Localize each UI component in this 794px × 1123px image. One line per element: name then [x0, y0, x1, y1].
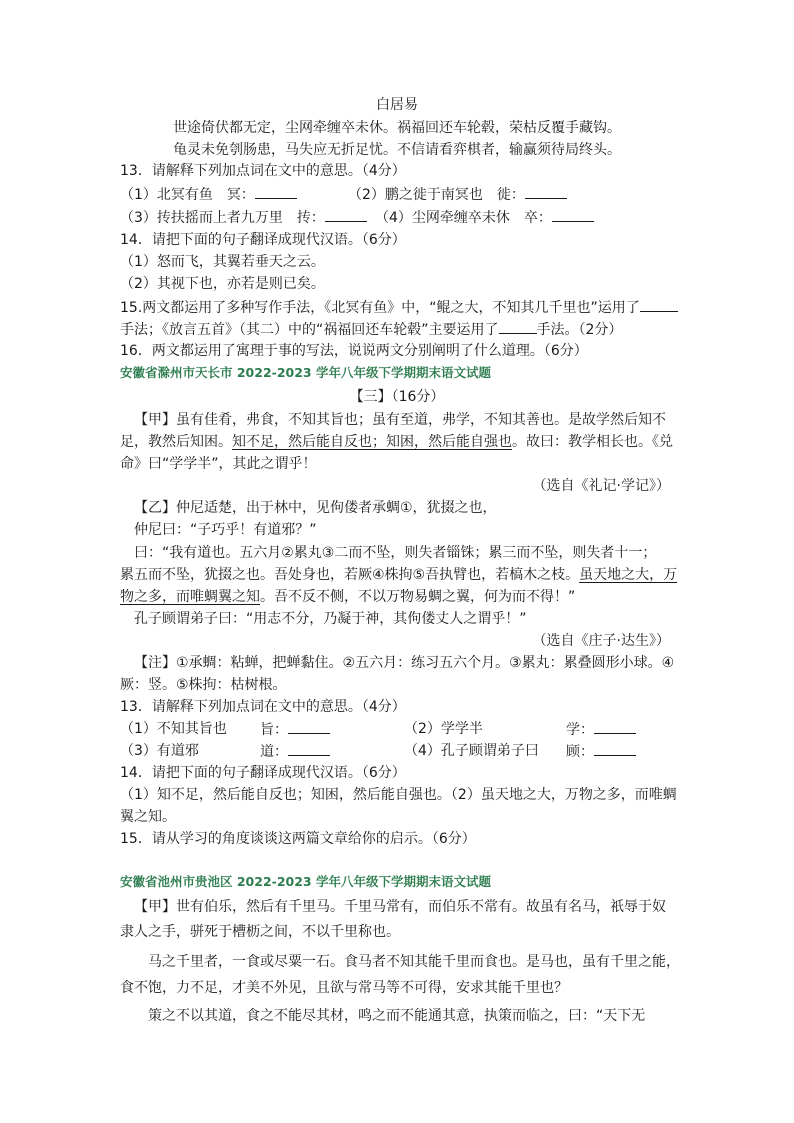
question-item: （4）孔子顾谓弟子曰 [404, 743, 539, 759]
passage-source: （选自《礼记·学记》） [532, 478, 670, 494]
answer-blank[interactable] [288, 741, 330, 756]
answer-blank[interactable] [640, 297, 678, 312]
passage-line: 策之不以其道，食之不能尽其材，鸣之而不能通其意，执策而临之，曰：“天下无 [148, 1008, 646, 1024]
answer-blank[interactable] [288, 719, 330, 734]
question-13: 13．请解释下列加点词在文中的意思。（4分） [120, 699, 406, 715]
question-row [260, 741, 330, 762]
question-item: （3）抟扶摇而上者九万里 抟： [120, 210, 325, 226]
question-item: （1）知不足，然后能自反也；知困，然后能自强也。（2）虽天地之大，万物之多，而唯蜩 [120, 787, 677, 803]
question-key: 道： [260, 744, 288, 760]
passage-text: 。故曰：教学相长也。《兑 [512, 434, 673, 450]
passage-line: 马之千里者，一食或尽粟一石。食马者不知其能千里而食也。是马也，虽有千里之能， [148, 954, 680, 970]
question-row [375, 207, 594, 228]
question-row [348, 184, 567, 205]
question-item: （2）其视下也，亦若是则已矣。 [120, 276, 325, 292]
question-key: 学： [566, 722, 594, 738]
question-item: （1）不知其旨也 [120, 721, 227, 737]
question-15: 15．请从学习的角度谈谈这两篇文章给你的启示。（6分） [120, 831, 476, 847]
question-row [120, 207, 367, 228]
question-15 [120, 297, 678, 318]
question-row [566, 719, 636, 740]
passage-line [120, 432, 673, 452]
question-item: 翼之知。 [120, 809, 176, 825]
question-item: （4）尘网牵缠卒未休 卒： [375, 210, 552, 226]
question-item: （1）怒而飞，其翼若垂天之云。 [120, 254, 325, 270]
poem-line: 龟灵未免刳肠患，马失应无折足忧。不信请看弈棋者，输赢须待局终头。 [173, 142, 621, 158]
question-text: 手法；《放言五首》（其二）中的“祸福回还车轮毂”主要运用了 [120, 322, 499, 338]
question-item: （1）北冥有鱼 冥： [120, 187, 255, 203]
underlined-sentence: 知不足，然后能自反也；知困，然后能自强也 [232, 434, 512, 450]
underlined-sentence: 物之多，而唯蜩翼之知 [120, 589, 260, 605]
question-16: 16．两文都运用了寓理于事的写法，说说两文分别阐明了什么道理。（6分） [120, 343, 588, 359]
poem-line: 世途倚伏都无定，尘网牵缠卒未休。祸福回还车轮毂，荣枯反覆手藏钩。 [173, 120, 621, 136]
passage-line: 【乙】仲尼适楚，出于林中，见佝偻者承蜩①，犹掇之也， [134, 500, 497, 516]
question-14: 14．请把下面的句子翻译成现代汉语。（6分） [120, 765, 406, 781]
section-heading: 【三】（16分） [349, 389, 445, 405]
question-key: 旨： [260, 722, 288, 738]
question-15-cont [120, 319, 622, 340]
answer-blank[interactable] [552, 207, 594, 222]
question-text: 手法。（2分） [536, 322, 623, 338]
question-item: （3）有道邪 [120, 743, 199, 759]
passage-line: 【甲】虽有佳肴，弗食，不知其旨也；虽有至道，弗学，不知其善也。是故学然后知不 [134, 412, 666, 428]
question-item: （2）学学半 [404, 721, 483, 737]
passage-line [120, 587, 575, 607]
passage-source: （选自《庄子·达生》） [532, 633, 670, 649]
passage-line: 命》曰“学学半”，其此之谓乎！ [120, 456, 317, 472]
note-line: 厥：竖。⑤株拘：枯树根。 [120, 677, 287, 693]
answer-blank[interactable] [255, 184, 297, 199]
passage-text: 累五而不坠，犹掇之也。吾处身也，若厥④株拘⑤吾执臂也，若槁木之枝。 [120, 567, 580, 583]
note-line: 【注】①承蜩：粘蝉，把蝉黏住。②五六月：练习五六个月。③累丸：累叠圆形小球。④ [134, 655, 675, 671]
question-row [260, 719, 330, 740]
answer-blank[interactable] [325, 207, 367, 222]
answer-blank[interactable] [499, 319, 537, 334]
passage-line: 食不饱，力不足，才美不外见，且欲与常马等不可得，安求其能千里也？ [120, 980, 568, 996]
question-row [120, 184, 297, 205]
passage-line: 【甲】世有伯乐，然后有千里马。千里马常有，而伯乐不常有。故虽有名马，祇辱于奴 [134, 899, 666, 915]
underlined-sentence: 虽天地之大，万 [579, 567, 678, 583]
answer-blank[interactable] [525, 184, 567, 199]
exam-source-title: 安徽省池州市贵池区 2022-2023 学年八年级下学期期末语文试题 [120, 874, 491, 889]
poem-author: 白居易 [376, 97, 418, 113]
question-text: 15.两文都运用了多种写作手法，《北冥有鱼》中，“鲲之大，不知其几千里也”运用了 [120, 300, 640, 316]
passage-line: 孔子顾谓弟子曰：“用志不分，乃凝于神，其佝偻丈人之谓乎！” [134, 611, 527, 627]
passage-text: 。吾不反不侧，不以万物易蜩之翼，何为而不得！” [260, 589, 576, 605]
passage-line: 仲尼曰：“子巧乎！有道邪？” [134, 522, 317, 538]
passage-line [120, 565, 677, 585]
question-row [566, 741, 636, 762]
question-13: 13．请解释下列加点词在文中的意思。（4分） [120, 163, 406, 179]
passage-line: 隶人之手，骈死于槽枥之间，不以千里称也。 [120, 924, 400, 940]
question-item: （2）鹏之徙于南冥也 徙： [348, 187, 525, 203]
question-14: 14．请把下面的句子翻译成现代汉语。（6分） [120, 232, 406, 248]
exam-source-title: 安徽省滁州市天长市 2022-2023 学年八年级下学期期末语文试题 [120, 365, 491, 380]
passage-line: 曰：“我有道也。五六月②累丸③二而不坠，则失者锱铢；累三而不坠，则失者十一； [134, 545, 657, 561]
answer-blank[interactable] [594, 719, 636, 734]
question-key: 顾： [566, 744, 594, 760]
answer-blank[interactable] [594, 741, 636, 756]
passage-text: 足，教然后知困。 [120, 434, 232, 450]
